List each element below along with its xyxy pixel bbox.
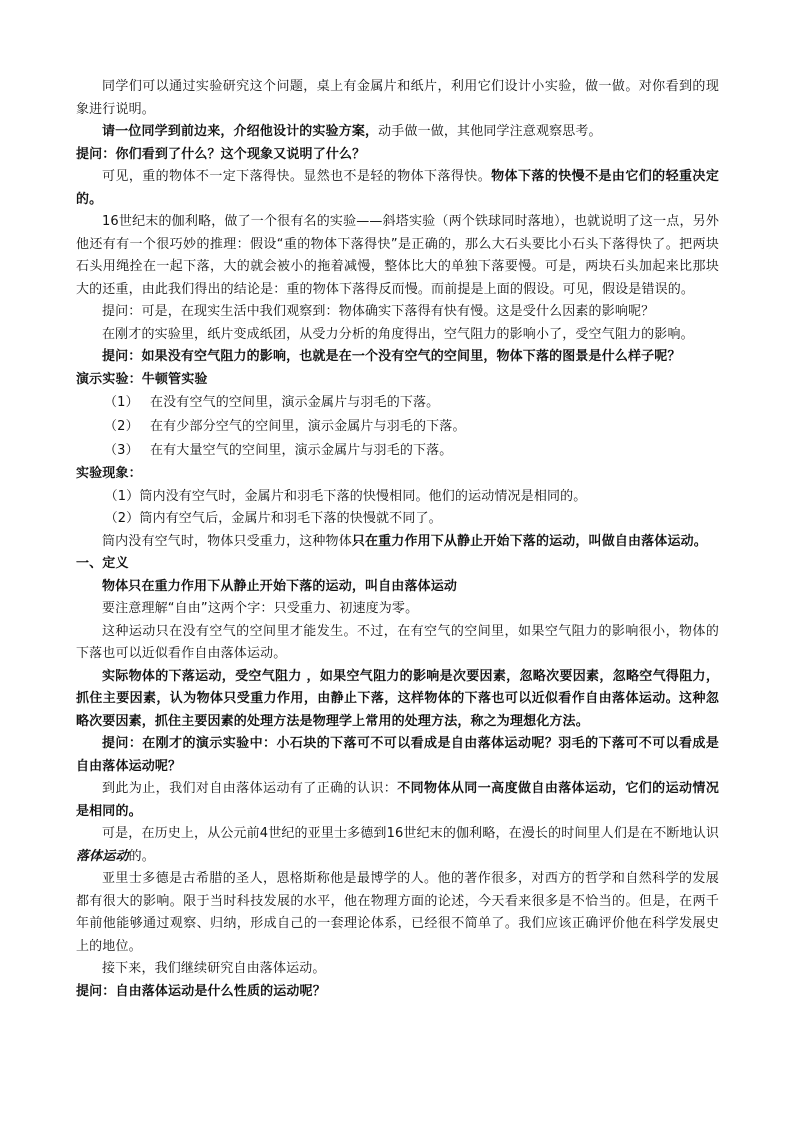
definition-text: 物体只在重力作用下从静止开始下落的运动，叫自由落体运动 <box>102 578 458 594</box>
paragraph-air-resistance: 在刚才的实验里，纸片变成纸团，从受力分析的角度得出，空气阻力的影响小了，受空气阻力的影响。 <box>102 326 694 342</box>
paragraph-question-factors: 提问：可是，在现实生活中我们观察到：物体确实下落得有快有慢。这是受什么因素的影响呢？ <box>102 304 655 319</box>
paragraph-air-space: 这种运动只在没有空气的空间里才能发生。不过，在有空气的空间里，如果空气阻力的影响很小，物体的下落也可以近似看作自由落体运动。 <box>76 623 719 661</box>
demo-list <box>76 391 719 463</box>
paragraph-meaning-free: 要注意理解“自由”这两个字：只受重力、初速度为零。 <box>102 601 419 616</box>
section-heading-definition: 一、定义 <box>76 556 129 571</box>
heading-demo-experiment: 演示实验：牛顿管实验 <box>76 371 208 387</box>
list-item: （3） 在有大量空气的空间里，演示金属片与羽毛的下落。 <box>104 443 453 458</box>
paragraph-aristotle: 亚里士多德是古希腊的圣人，恩格斯称他是最博学的人。他的著作很多，对西方的哲学和自然科学的发展都有很大的影响。限于当时科技发展的水平，他在物理方面的论述，今天看来很多是不恰当的。但是，在两千年前他能够通过观察、归纳，形成自己的一套理论体系，已经很不简单了。我们应该正确评价他在科学发展史上的地位。 <box>76 871 719 954</box>
paragraph-continue: 接下来，我们继续研究自由落体运动。 <box>102 961 326 976</box>
paragraph-correct-understanding: 到此为止，我们对自由落体运动有了正确的认识：不同物体从同一高度做自由落体运动，它们的运动情况是相同的。 <box>76 781 719 819</box>
paragraph-intro: 同学们可以通过实验研究这个问题，桌上有金属片和纸片，利用它们设计小实验，做一做。对你看到的现象进行说明。 <box>76 79 719 117</box>
paragraph-question-stone-feather: 提问：在刚才的演示实验中：小石块的下落可不可以看成是自由落体运动呢？羽毛的下落可不可以看成是自由落体运动呢？ <box>76 736 719 774</box>
list-item: （2） 在有少部分空气的空间里，演示金属片与羽毛的下落。 <box>104 419 466 434</box>
question-what-seen: 提问：你们看到了什么？这个现象又说明了什么？ <box>76 146 366 162</box>
paragraph-conclusion-weight: 可见，重的物体不一定下落得快。显然也不是轻的物体下落得快。物体下落的快慢不是由它们的轻重决定的。 <box>76 169 719 207</box>
paragraph-question-vacuum: 提问：如果没有空气阻力的影响，也就是在一个没有空气的空间里，物体下落的图景是什么样子呢？ <box>102 349 681 364</box>
paragraph-student-demo: 请一位同学到前边来，介绍他设计的实验方案，动手做一做，其他同学注意观察思考。 <box>102 124 602 139</box>
document-body <box>76 76 719 1003</box>
phenomenon-2: （2）筒内有空气后，金属片和羽毛下落的快慢就不同了。 <box>104 511 442 526</box>
paragraph-free-fall-intro: 筒内没有空气时，物体只受重力，这种物体只在重力作用下从静止开始下落的运动，叫做自由落体运动。 <box>102 533 707 549</box>
heading-phenomena: 实验现象： <box>76 466 142 481</box>
phenomenon-1: （1）筒内没有空气时，金属片和羽毛下落的快慢相同。他们的运动情况是相同的。 <box>104 488 587 504</box>
paragraph-history: 可是，在历史上，从公元前4世纪的亚里士多德到16世纪末的伽利略，在漫长的时间里人们是在不断地认识落体运动的。 <box>76 826 720 864</box>
paragraph-galileo: 16世纪末的伽利略，做了一个很有名的实验——斜塔实验（两个铁球同时落地），也就说明了这一点，另外他还有有一个很巧妙的推理：假设“重的物体下落得快”是正确的，那么大石头要比小石头下落得快了。把两块石头用绳拴在一起下落，大的就会被小的拖着减慢，整体比大的单独下落要慢。可是，两块石头加起来比那块大的还重，由此我们得出的结论是：重的物体下落得反而慢。而前提是上面的假设。可见，假设是错误的。 <box>76 214 719 297</box>
list-item: （1） 在没有空气的空间里，演示金属片与羽毛的下落。 <box>104 395 440 410</box>
paragraph-idealization: 实际物体的下落运动，受空气阻力 ，如果空气阻力的影响是次要因素，忽略次要因素，忽略空气得阻力，抓住主要因素，认为物体只受重力作用，由静止下落，这样物体的下落也可以近似看作自由落体运动。这种忽略次要因素，抓住主要因素的处理方法是物理学上常用的处理方法，称之为理想化方法。 <box>76 668 719 729</box>
question-nature-of-motion: 提问：自由落体运动是什么性质的运动呢？ <box>76 983 326 999</box>
